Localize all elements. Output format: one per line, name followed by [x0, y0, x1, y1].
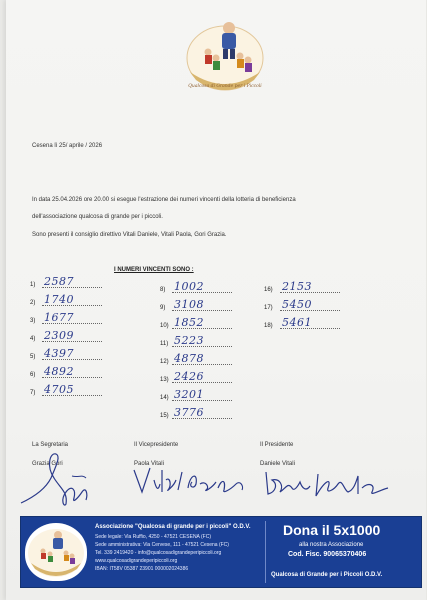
- vicepresident-signature-icon: [126, 462, 256, 502]
- paragraph-association: dell'associazione qualcosa di grande per i piccoli.: [32, 214, 163, 220]
- handwritten-number: 1002: [174, 280, 204, 293]
- handwritten-number: 4878: [174, 352, 204, 365]
- handwritten-number: 1852: [174, 316, 204, 329]
- paragraph-intro: In data 25.04.2026 ore 20.00 si esegue l'estrazione dei numeri vincenti della lotteria di beneficienza: [32, 197, 296, 203]
- president-title: Il Presidente: [260, 442, 294, 448]
- banner-dona-subtitle: alla nostra Associazione: [299, 542, 364, 548]
- banner-website: www.qualcosadigrandeperipiccoli.org: [95, 558, 178, 564]
- secretary-signature-icon: [16, 448, 106, 508]
- handwritten-number: 1677: [44, 311, 74, 324]
- paragraph-present: Sono presenti il consiglio direttivo Vitali Daniele, Vitali Paola, Gori Grazia.: [32, 232, 227, 238]
- logo-circle-icon: [182, 14, 268, 100]
- secretary-name: Grazia Gori: [32, 461, 63, 467]
- handwritten-number: 3108: [174, 298, 204, 311]
- handwritten-number: 2153: [282, 280, 312, 293]
- handwritten-number: 2426: [174, 370, 204, 383]
- banner-logo: [25, 523, 87, 581]
- handwritten-number: 3201: [174, 388, 204, 401]
- banner-org-name: Associazione "Qualcosa di grande per i piccoli" O.D.V.: [95, 524, 251, 530]
- banner-iban: IBAN: IT58V 05387 23901 000002024386: [95, 566, 189, 572]
- secretary-title: La Segretaria: [32, 442, 69, 448]
- president-signature-icon: [258, 462, 398, 504]
- association-logo: [182, 14, 268, 100]
- handwritten-number: 5223: [174, 334, 204, 347]
- handwritten-number: 1740: [44, 293, 74, 306]
- handwritten-number: 4705: [44, 383, 74, 396]
- handwritten-number: 2309: [44, 329, 74, 342]
- handwritten-number: 5461: [282, 316, 312, 329]
- handwritten-number: 2587: [44, 275, 74, 288]
- document-page: Qualcosa di Grande per i Piccoli Cesena lì 25/ aprile / 2026 In data 25.04.2026 ore 20.00 si esegue l'estrazione dei numeri vincenti della lotteria di beneficienza dell'associazione qualcosa di grande per i piccoli. Sono presenti il consiglio direttivo Vitali Daniele, Vitali Paola, Gori Grazia. I NUMERI VINCENTI SONO : 1) 2587 2) 1740 3) 1677 4) 2309 5) 4397 6) 4892 7) 4705 8) 1002 9) 3108 10) 1852 11) 5223 12) 4878 13) 2426 14) 3201 15) 3776 16) 2153 17) 5450 18) 5461 La Segretaria Grazia Gori Il Vicepresidente Paola Vitali Il Presidente Daniele Vitali Associazione "Qualcosa di grande per i piccoli" O.D.V. Sede legale: Via Ruffio, 4250 - 47521 CESENA (FC) Sede amministrativa: Via Cervese, 111 - 47521 Cesena (FC) Tel. 339 2419420 - info@qualcosadigrandeperipiccoli.org www.qualcosadigrandeperipiccoli.org IBAN: IT58V 05387 23901 000002024386 Dona il 5x1000 alla nostra Associazione Cod. Fisc. 90065370406 Qualcosa di Grande per i Piccoli O.D.V.: [6, 0, 426, 600]
- banner-legal-seat: Sede legale: Via Ruffio, 4250 - 47521 CESENA (FC): [95, 534, 211, 540]
- svg-text:Qualcosa di Grande per i Picco: Qualcosa di Grande per i Piccoli: [188, 84, 262, 89]
- banner-divider: [265, 521, 266, 583]
- banner-contacts: Tel. 339 2419420 - info@qualcosadigrandeperipiccoli.org: [95, 550, 222, 556]
- place-date: Cesena lì 25/ aprile / 2026: [32, 143, 103, 149]
- handwritten-number: 4397: [44, 347, 74, 360]
- banner-org-footer: Qualcosa di Grande per i Piccoli O.D.V.: [271, 572, 383, 578]
- vicepresident-title: Il Vicepresidente: [134, 442, 179, 448]
- winning-numbers-title: I NUMERI VINCENTI SONO :: [114, 267, 194, 273]
- president-name: Daniele Vitali: [260, 461, 295, 467]
- vicepresident-name: Paola Vitali: [134, 461, 164, 467]
- banner-logo-icon: [25, 523, 87, 581]
- handwritten-number: 3776: [174, 406, 204, 419]
- handwritten-number: 5450: [282, 298, 312, 311]
- donation-banner: [20, 516, 422, 588]
- banner-cod-fisc: Cod. Fisc. 90065370406: [288, 551, 367, 558]
- handwritten-number: 4892: [44, 365, 74, 378]
- banner-dona-title: Dona il 5x1000: [283, 522, 381, 538]
- banner-admin-seat: Sede amministrativa: Via Cervese, 111 - 47521 Cesena (FC): [95, 542, 229, 548]
